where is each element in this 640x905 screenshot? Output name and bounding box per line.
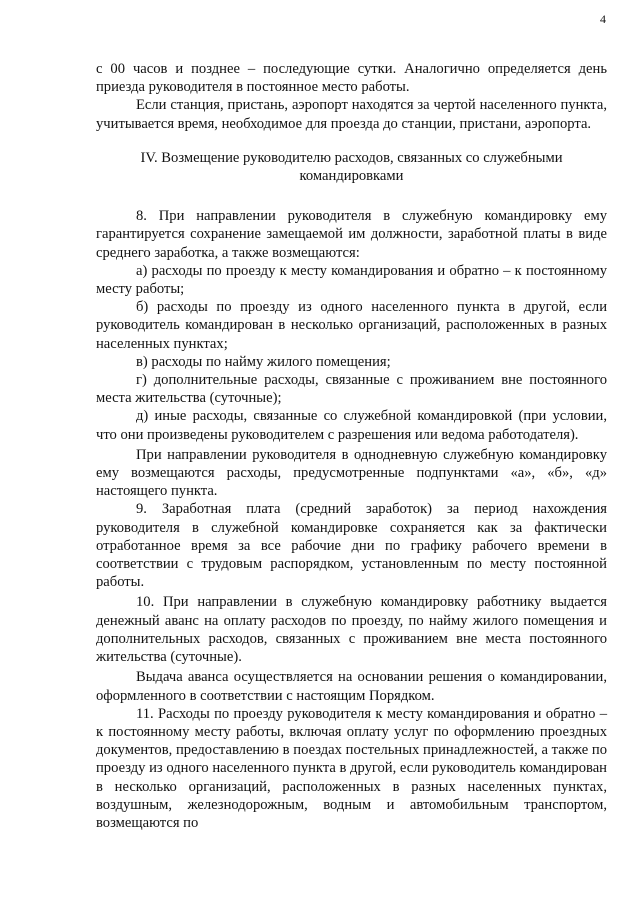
paragraph: Выдача аванса осуществляется на основании решения о командировании, оформленного в соответствии с настоящим Порядком.: [96, 669, 607, 704]
list-item: д) иные расходы, связанные со служебной командировкой (при условии, что они произведены руководителем с разрешения или ведома работодателя).: [96, 408, 607, 443]
page-number: 4: [600, 12, 606, 26]
paragraph: При направлении руководителя в однодневную служебную командировку ему возмещаются расходы, предусмотренные подпунктами «а», «б», «д» настоящего пункта.: [96, 446, 607, 500]
list-item: г) дополнительные расходы, связанные с проживанием вне постоянного места жительства (суточные);: [96, 372, 607, 407]
document-body: [96, 60, 607, 832]
paragraph-continuation: с 00 часов и позднее – последующие сутки. Аналогично определяется день приезда руководителя в постоянное место работы.: [96, 61, 607, 96]
paragraph: 8. При направлении руководителя в служебную командировку ему гарантируется сохранение замещаемой им должности, заработной платы в виде среднего заработка, а также возмещаются:: [96, 208, 607, 261]
list-item: а) расходы по проезду к месту командирования и обратно – к постоянному месту работы;: [96, 262, 607, 298]
paragraph: 11. Расходы по проезду руководителя к месту командирования и обратно – к постоянному месту работы, включая оплату услуг по оформлению проездных документов, предоставлению в поездах постельных принадлежностей, а также по проезду из одного населенного пункта в другой, если руководитель командирован в несколько организаций, расположенных в разных населенных пунктах, воздушным, железнодорожным, водным и автомобильным транспортом, возмещаются по: [96, 705, 607, 831]
list-item: в) расходы по найму жилого помещения;: [136, 353, 391, 370]
paragraph: 9. Заработная плата (средний заработок) за период нахождения руководителя в служебной командировке сохраняется как за фактически отработанное время за все рабочие дни по графику рабочего времени в соответствии с трудовым распорядком, установленным по месту постоянной работы.: [96, 501, 607, 591]
paragraph: 10. При направлении в служебную командировку работнику выдается денежный аванс на оплату расходов по проезду, по найму жилого помещения и дополнительных расходов, связанных с проживанием вне места постоянного жительства (суточные).: [96, 594, 607, 666]
paragraph: Если станция, пристань, аэропорт находятся за чертой населенного пункта, учитывается время, необходимое для проезда до станции, пристани, аэропорта.: [96, 97, 607, 132]
list-item: б) расходы по проезду из одного населенного пункта в другой, если руководитель командирован в несколько организаций, расположенных в разных населенных пунктах;: [96, 299, 607, 352]
section-title: IV. Возмещение руководителю расходов, связанных со служебными командировками: [140, 149, 563, 185]
